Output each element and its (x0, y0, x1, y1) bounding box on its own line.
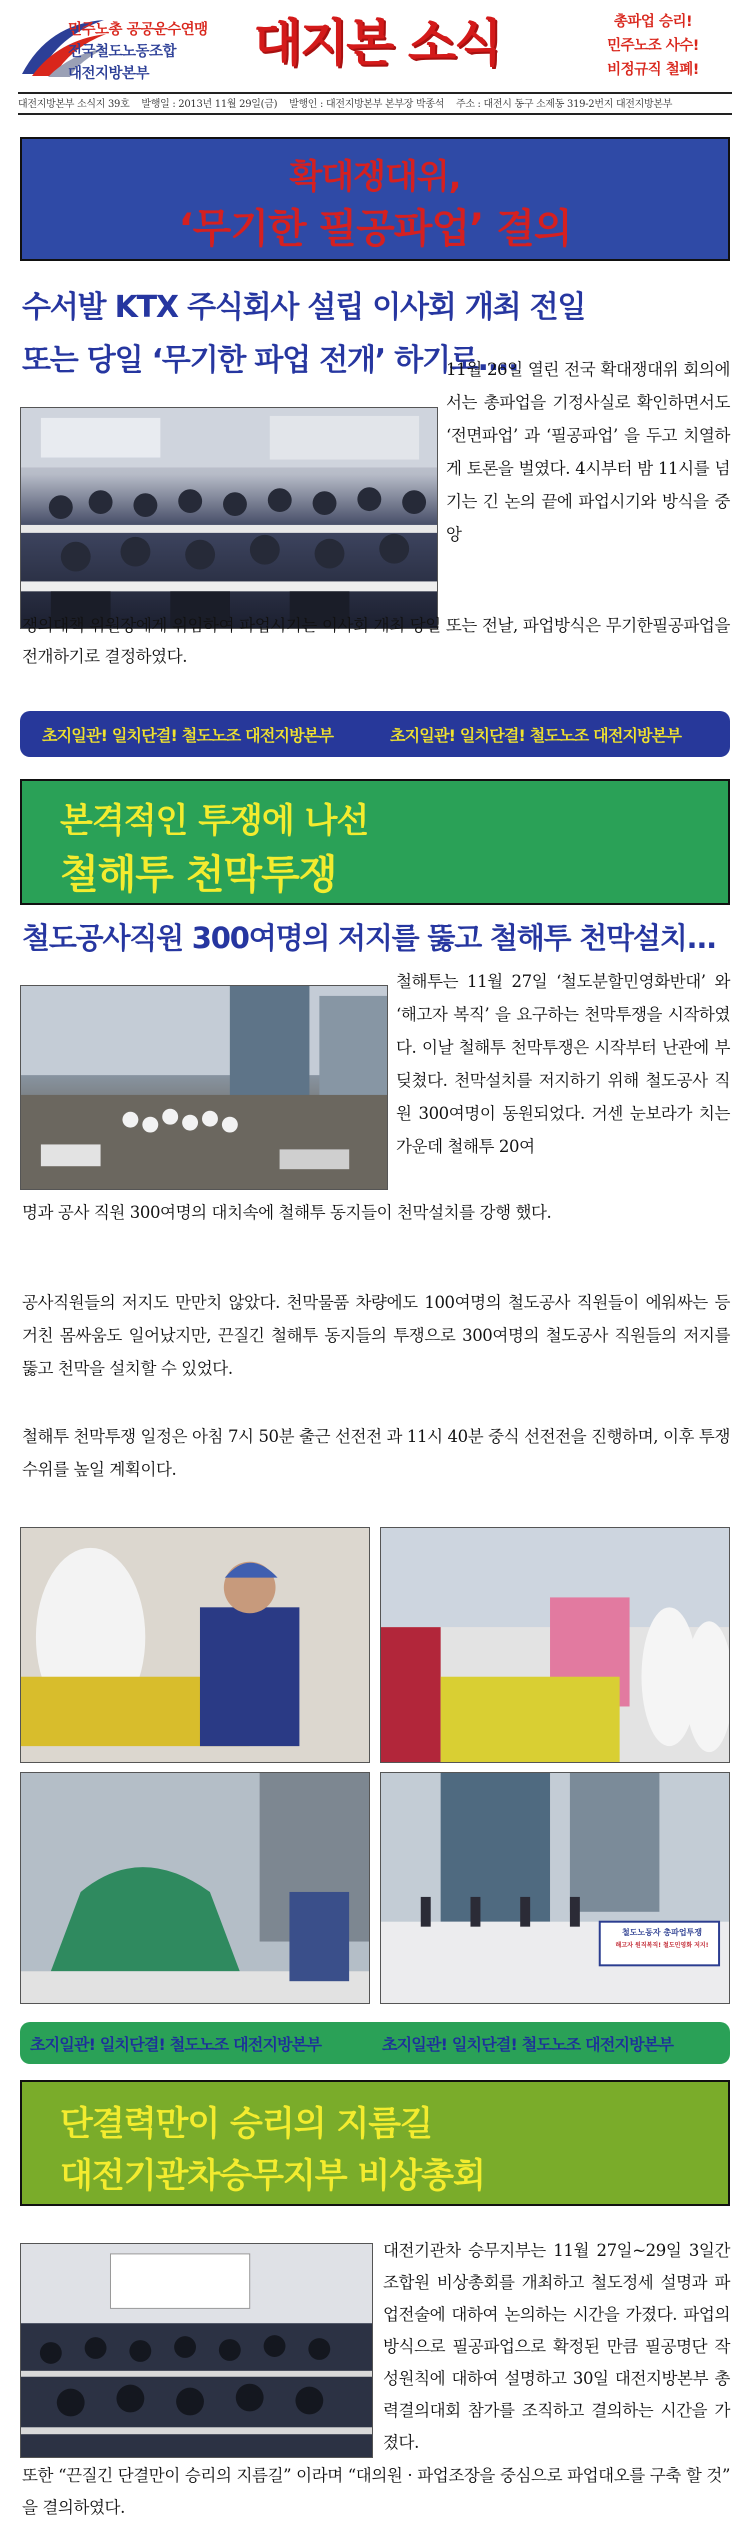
section3-banner (20, 2080, 730, 2206)
green-tent-illustration (21, 1773, 369, 2003)
masthead-slogans (568, 10, 738, 82)
section2-banner-line1: 본격적인 투쟁에 나선 (60, 801, 369, 841)
section3-banner-line2: 대전기관차승무지부 비상총회 (60, 2156, 485, 2196)
slogan-bar-1-text-b: 초지일관! 일치단결! 철도노조 대전지방본부 (390, 726, 682, 745)
section3-body-side: 대전기관차 승무지부는 11월 27일~29일 3일간 조합원 비상총회를 개최하고 철도정세 설명과 파업전술에 대하여 논의하는 시간을 가졌다. 파업의 방식으로 필공파업으로 확정된 만큼 필공명단 작성원칙에 대하여 설명하고 30일 대전지방본부 총력결의대회 참가를 조직하고 결의하는 시간을 가졌다. (383, 2241, 730, 2452)
meeting-hall-illustration (21, 408, 437, 628)
section1-headline-line2: 또는 당일 ‘무기한 파업 전개’ 하기로.... (22, 343, 519, 378)
picket-line-photo (380, 1772, 730, 2004)
slogan-bar-2-text-b: 초지일관! 일치단결! 철도노조 대전지방본부 (382, 2035, 674, 2054)
masthead-rule-top (18, 92, 732, 94)
logo-federation-text: 민주노총 공공운수연맹 (68, 22, 208, 38)
section2-body-full: 명과 공사 직원 300여명의 대치속에 철해투 동지들이 천막설치를 강행 했다. (22, 1203, 552, 1222)
publisher: 발행인 : 대전지방본부 본부장 박종석 (289, 99, 445, 110)
slogan-bar-1-text-a: 초지일관! 일치단결! 철도노조 대전지방본부 (42, 726, 334, 745)
section2-body-side: 철해투는 11월 27일 ‘철도분할민영화반대’ 와 ‘해고자 복직’ 을 요구하는 천막투쟁을 시작하였다. 이날 철해투 천막투쟁은 시작부터 난관에 부딪쳤다. 천막설치를 저지하기 위해 철도공사 직원 300여명이 동원되었다. 거센 눈보라가 치는 가운데 철해투 20여 (396, 972, 730, 1156)
section2-headline: 철도공사직원 300여명의 저지를 뚫고 철해투 천막설치... (22, 921, 716, 955)
scuffle-illustration-2 (381, 1528, 729, 1762)
slogan-irregular: 비정규직 철폐! (607, 62, 699, 78)
slogan-bar-1 (20, 711, 730, 757)
tent-site-photo (20, 985, 388, 1190)
scuffle-photo-1 (20, 1527, 370, 1763)
section3-banner-line1: 단결력만이 승리의 지름길 (60, 2104, 432, 2144)
section2-banner-line2: 철해투 천막투쟁 (60, 852, 337, 898)
section1-body-full: 쟁의대책 위원장에게 위임하여 파업시기는 이사회 개최 당일 또는 전날, 파업방식은 무기한필공파업을 전개하기로 결정하였다. (22, 616, 730, 666)
publish-date: 발행일 : 2013년 11월 29일(금) (141, 99, 278, 110)
address: 주소 : 대전시 동구 소제동 319-2번지 대전지방본부 (455, 99, 673, 110)
general-meeting-photo (20, 2243, 373, 2458)
masthead-rule-bottom (18, 113, 732, 115)
section1-headline-line1: 수서발 KTX 주식회사 설립 이사회 개최 전일 (22, 290, 586, 325)
newsletter-title: 대지본 소식 (253, 13, 501, 72)
section2-body-para2: 공사직원들의 저지도 만만치 않았다. 천막물품 차량에도 100여명의 철도공사 직원들이 에워싸는 등 거친 몸싸움도 일어났지만, 끈질긴 철해투 동지들의 투쟁으로 300여명의 철도공사 직원들의 저지를 뚫고 천막을 설치할 수 있었다. (22, 1293, 730, 1378)
lecture-room-illustration (21, 2244, 372, 2457)
slogan-union: 민주노조 사수! (607, 38, 699, 54)
slogan-strike: 총파업 승리! (613, 14, 693, 30)
scuffle-illustration-1 (21, 1528, 369, 1762)
section2-banner (20, 779, 730, 905)
scuffle-photo-2 (380, 1527, 730, 1763)
slogan-bar-2 (20, 2022, 730, 2064)
publication-info-bar (18, 95, 732, 112)
section1-banner (20, 137, 730, 261)
section1-banner-line2: ‘무기한 필공파업’ 결의 (178, 206, 572, 252)
logo-union-text: 전국철도노동조합 (68, 44, 177, 60)
tent-site-illustration (21, 986, 387, 1189)
masthead (0, 0, 750, 92)
section1-body-side: 11월 26일 열린 전국 확대쟁대위 회의에서는 총파업을 기정사실로 확인하면서도 ‘전면파업’ 과 ‘필공파업’ 을 두고 치열하게 토론을 벌였다. 4시부터 밤 11시를 넘기는 긴 논의 끝에 파업시기와 방식을 중앙 (446, 360, 730, 544)
tent-photo (20, 1772, 370, 2004)
picket-sign-title: 철도노동자 총파업투쟁 (621, 1928, 703, 1937)
meeting-photo (20, 407, 438, 629)
section3-body-full: 또한 “끈질긴 단결만이 승리의 지름길” 이라며 “대의원 · 파업조장을 중심으로 파업대오를 구축 할 것” 을 결의하였다. (22, 2466, 730, 2517)
picket-line-illustration (381, 1773, 729, 2003)
section2-body-para3: 철해투 천막투쟁 일정은 아침 7시 50분 출근 선전전 과 11시 40분 중식 선전전을 진행하며, 이후 투쟁 수위를 높일 계획이다. (22, 1427, 730, 1479)
section1-banner-line1: 확대쟁대위, (289, 157, 461, 197)
issue-number: 대전지방본부 소식지 39호 (18, 99, 130, 110)
union-logo (18, 8, 228, 84)
logo-branch-text: 대전지방본부 (68, 66, 150, 82)
picket-sign-subtitle: 해고자 원직복직! 철도민영화 저지! (615, 1942, 709, 1949)
slogan-bar-2-text-a: 초지일관! 일치단결! 철도노조 대전지방본부 (30, 2035, 322, 2054)
